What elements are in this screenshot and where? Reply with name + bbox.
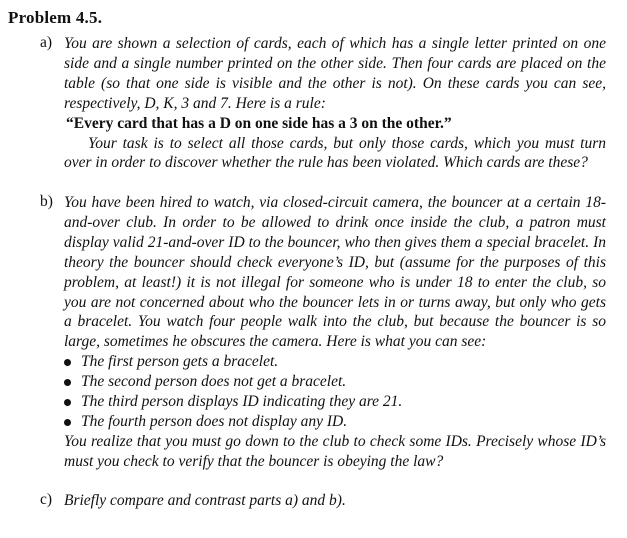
part-b [40, 193, 606, 472]
part-c [40, 491, 606, 511]
part-b-intro: You have been hired to watch, via closed-circuit camera, the bouncer at a certain 18-and-over club. In order to be allowed to drink once inside the club, a patron must display valid 21-and-over ID to the bouncer, who then gives them a special bracelet. In theory the bouncer should check everyone’s ID, but (assume for the purposes of this problem, at least!) it is not illegal for someone who is under 18 to enter the club, so you are not concerned about who the bouncer lets in or turns away, but only who gets a bracelet. You watch four people walk into the club, but because the bouncer is so large, sometimes he obscures the camera. Here is what you can see: [64, 194, 606, 351]
bullet-icon [64, 399, 71, 406]
bullet-text: The first person gets a bracelet. [81, 353, 279, 371]
part-c-body [64, 491, 606, 511]
part-c-text: Briefly compare and contrast parts a) and b). [64, 492, 346, 509]
part-b-body [64, 193, 606, 472]
bullet-item [64, 412, 606, 432]
bullet-icon [64, 379, 71, 386]
bullet-item [64, 392, 606, 412]
part-a-intro: You are shown a selection of cards, each of which has a single letter printed on one side and a single number printed on the other side. Then four cards are placed on the table (so that one side is visible and the other is not). On these cards you can see, respectively, D, K, 3 and 7. Here is a rule: [64, 35, 606, 112]
part-a-label: a) [40, 34, 53, 51]
part-a-rule: “Every card that has a D on one side has a 3 on the other.” [66, 114, 452, 132]
bullet-text: The second person does not get a bracelet. [81, 373, 347, 391]
bullet-icon [64, 359, 71, 366]
bullet-text: The third person displays ID indicating they are 21. [81, 393, 403, 411]
part-a-task: Your task is to select all those cards, but only those cards, which you must turn over in order to discover whether the rule has been violated. Which cards are these? [64, 134, 606, 172]
part-b-bullet-list [64, 352, 606, 432]
problem-title: Problem 4.5. [8, 8, 103, 27]
bullet-text: The fourth person does not display any ID. [81, 412, 348, 430]
part-b-label: b) [40, 193, 53, 210]
part-a-body [64, 34, 606, 173]
bullet-item [64, 352, 606, 372]
part-c-label: c) [40, 491, 53, 508]
bullet-item [64, 372, 606, 392]
bullet-icon [64, 419, 71, 426]
part-b-question: You realize that you must go down to the club to check some IDs. Precisely whose ID’s must you check to verify that the bouncer is obeying the law? [64, 432, 606, 470]
part-a [40, 34, 606, 173]
